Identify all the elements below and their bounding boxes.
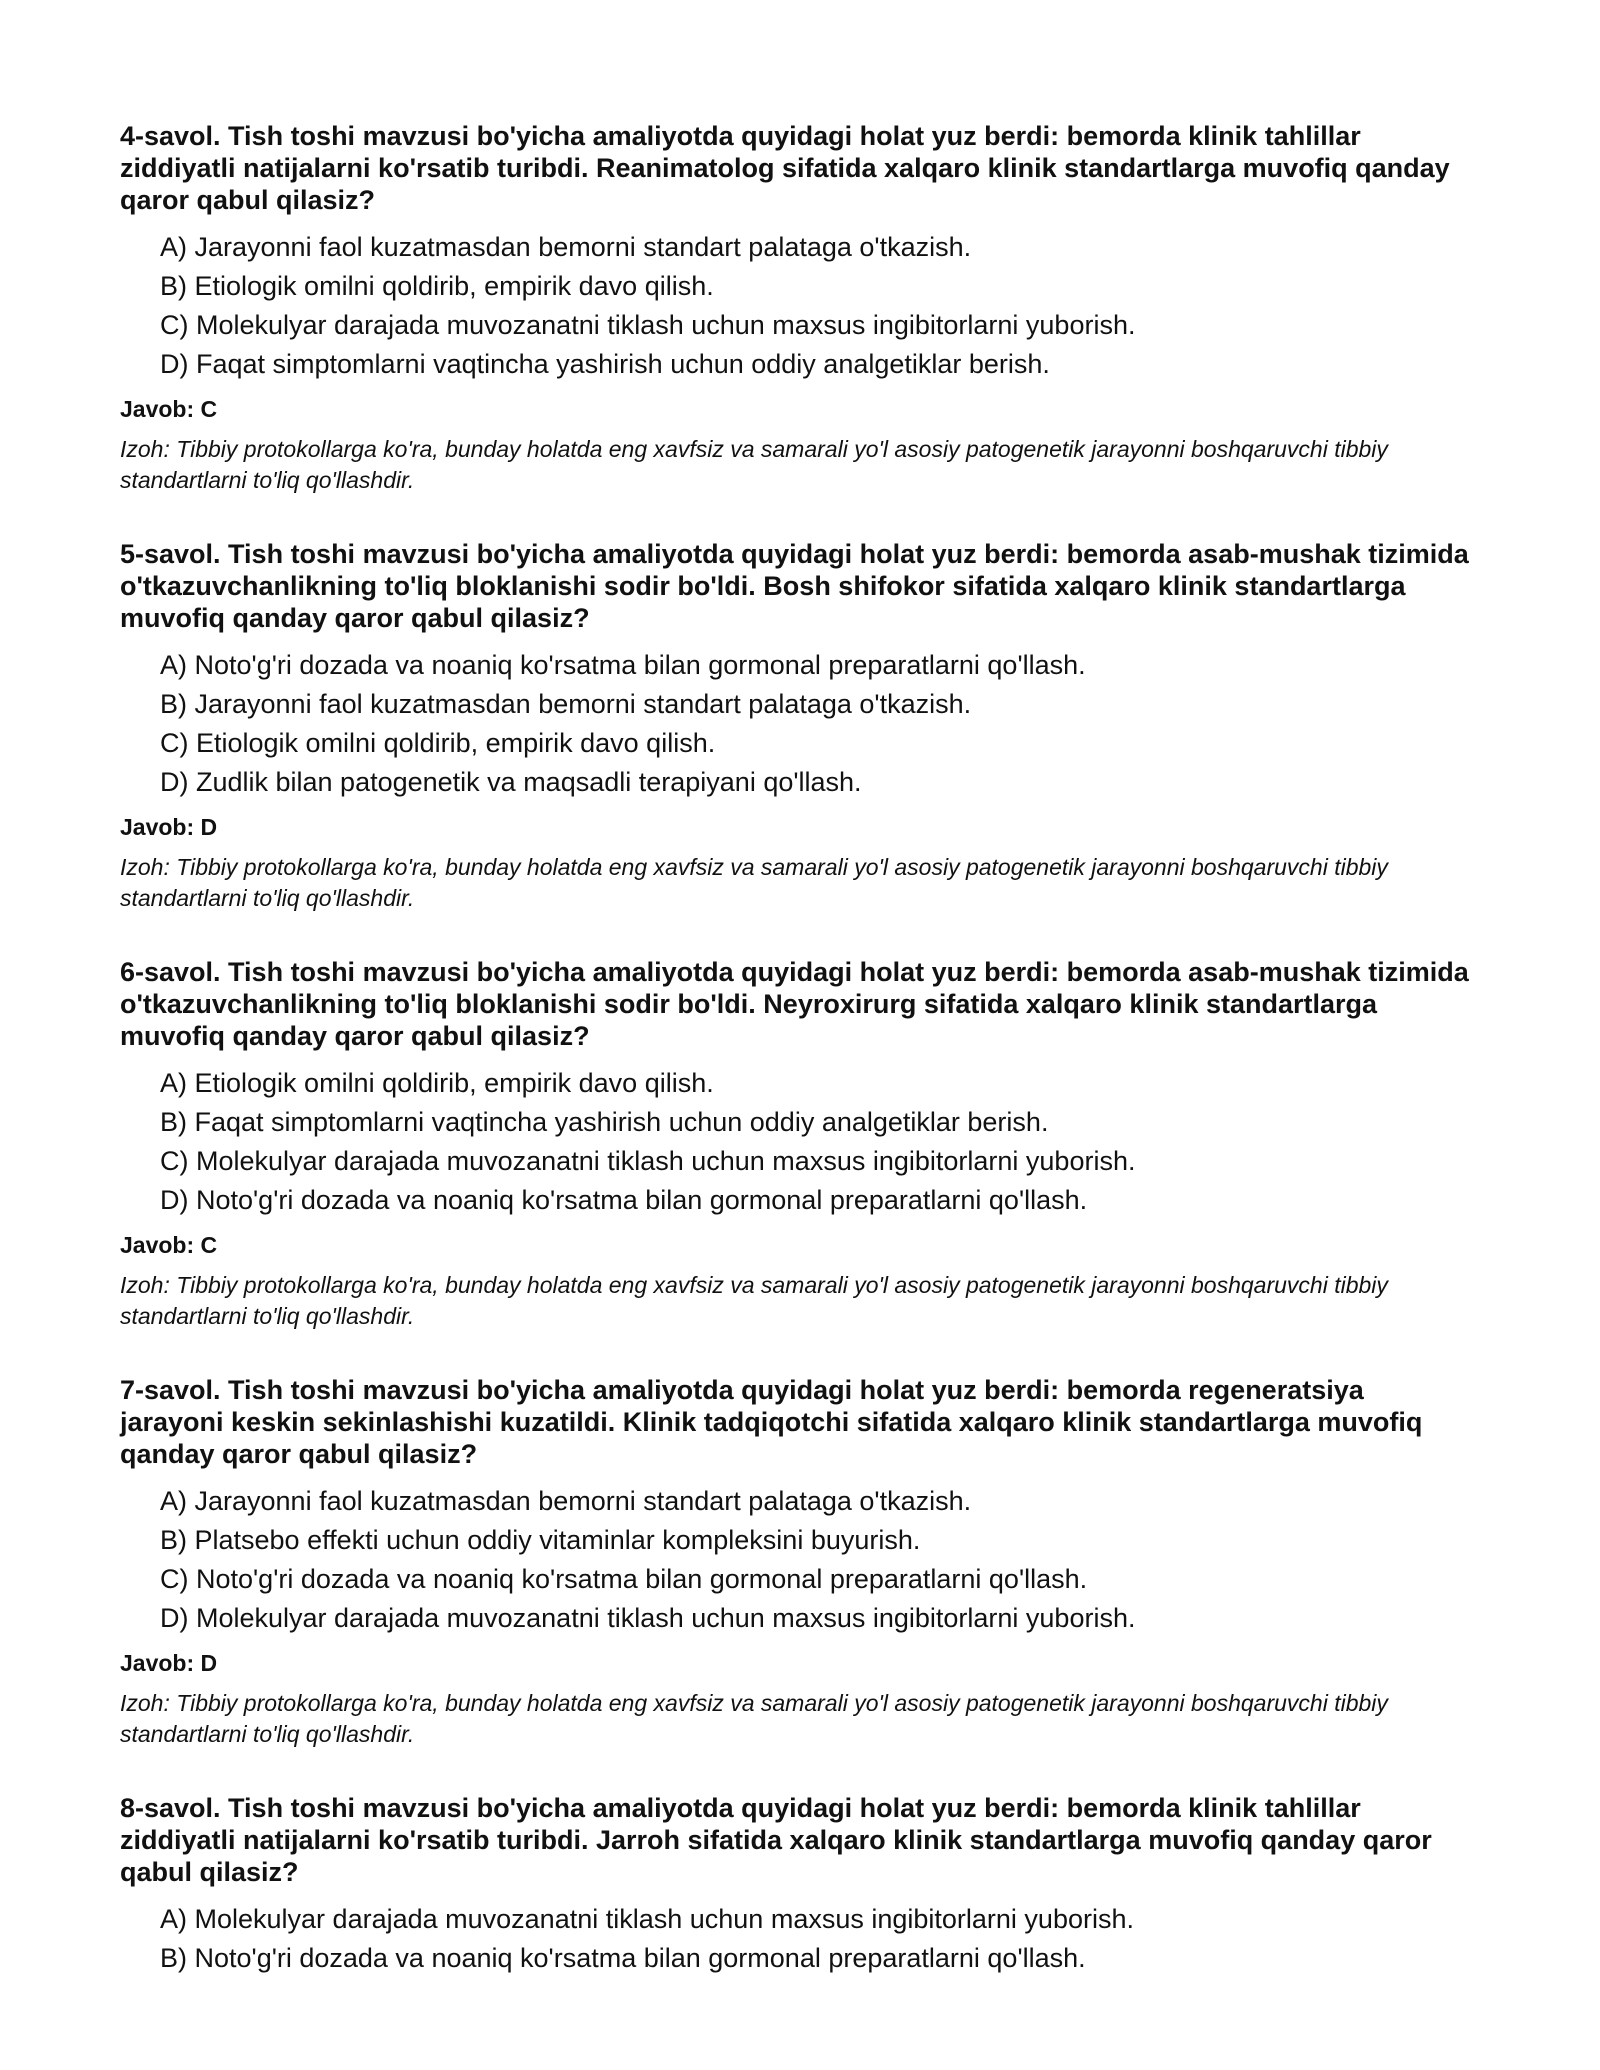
explanation: Izoh: Tibbiy protokollarga ko'ra, bunday holatda eng xavfsiz va samarali yo'l asosiy patogenetik jarayonni boshqaruvchi tibbiy standartlarni to'liq qo'llashdir. (120, 854, 1388, 911)
option-b: B) Platsebo effekti uchun oddiy vitaminlar kompleksini buyurish. (160, 1525, 921, 1555)
options-list (120, 646, 1470, 802)
question-title: 7-savol. Tish toshi mavzusi bo'yicha amaliyotda quyidagi holat yuz berdi: bemorda regeneratsiya jarayoni keskin sekinlashishi kuzatildi. Klinik tadqiqotchi sifatida xalqaro klinik standartlarga muvofiq qanday qaror qabul qilasiz? (120, 1375, 1423, 1469)
option-b: B) Etiologik omilni qoldirib, empirik davo qilish. (160, 271, 714, 301)
option-d: D) Molekulyar darajada muvozanatni tiklash uchun maxsus ingibitorlarni yuborish. (160, 1603, 1136, 1633)
question-7 (120, 1374, 1470, 1750)
explanation: Izoh: Tibbiy protokollarga ko'ra, bunday holatda eng xavfsiz va samarali yo'l asosiy patogenetik jarayonni boshqaruvchi tibbiy standartlarni to'liq qo'llashdir. (120, 1272, 1388, 1329)
explanation: Izoh: Tibbiy protokollarga ko'ra, bunday holatda eng xavfsiz va samarali yo'l asosiy patogenetik jarayonni boshqaruvchi tibbiy standartlarni to'liq qo'llashdir. (120, 1690, 1388, 1747)
option-a: A) Molekulyar darajada muvozanatni tiklash uchun maxsus ingibitorlarni yuborish. (160, 1904, 1134, 1934)
question-title: 6-savol. Tish toshi mavzusi bo'yicha amaliyotda quyidagi holat yuz berdi: bemorda asab-mushak tizimida o'tkazuvchanlikning to'liq bloklanishi sodir bo'ldi. Neyroxirurg sifatida xalqaro klinik standartlarga muvofiq qanday qaror qabul qilasiz? (120, 957, 1469, 1051)
option-b: B) Faqat simptomlarni vaqtincha yashirish uchun oddiy analgetiklar berish. (160, 1107, 1049, 1137)
question-title: 8-savol. Tish toshi mavzusi bo'yicha amaliyotda quyidagi holat yuz berdi: bemorda klinik tahlillar ziddiyatli natijalarni ko'rsatib turibdi. Jarroh sifatida xalqaro klinik standartlarga muvofiq qanday qaror qabul qilasiz? (120, 1793, 1432, 1887)
option-a: A) Etiologik omilni qoldirib, empirik davo qilish. (160, 1068, 714, 1098)
option-d: D) Faqat simptomlarni vaqtincha yashirish uchun oddiy analgetiklar berish. (160, 349, 1050, 379)
explanation: Izoh: Tibbiy protokollarga ko'ra, bunday holatda eng xavfsiz va samarali yo'l asosiy patogenetik jarayonni boshqaruvchi tibbiy standartlarni to'liq qo'llashdir. (120, 436, 1388, 493)
document-page (120, 120, 1470, 2020)
question-8 (120, 1792, 1470, 1978)
option-a: A) Jarayonni faol kuzatmasdan bemorni standart palataga o'tkazish. (160, 232, 972, 262)
option-a: A) Noto'g'ri dozada va noaniq ko'rsatma bilan gormonal preparatlarni qo'llash. (160, 650, 1086, 680)
option-b: B) Noto'g'ri dozada va noaniq ko'rsatma bilan gormonal preparatlarni qo'llash. (160, 1943, 1086, 1973)
option-c: C) Noto'g'ri dozada va noaniq ko'rsatma bilan gormonal preparatlarni qo'llash. (160, 1564, 1088, 1594)
answer: Javob: D (120, 814, 218, 840)
option-b: B) Jarayonni faol kuzatmasdan bemorni standart palataga o'tkazish. (160, 689, 972, 719)
option-c: C) Molekulyar darajada muvozanatni tiklash uchun maxsus ingibitorlarni yuborish. (160, 310, 1136, 340)
question-title: 4-savol. Tish toshi mavzusi bo'yicha amaliyotda quyidagi holat yuz berdi: bemorda klinik tahlillar ziddiyatli natijalarni ko'rsatib turibdi. Reanimatolog sifatida xalqaro klinik standartlarga muvofiq qanday qaror qabul qilasiz? (120, 121, 1450, 215)
option-d: D) Noto'g'ri dozada va noaniq ko'rsatma bilan gormonal preparatlarni qo'llash. (160, 1185, 1088, 1215)
option-a: A) Jarayonni faol kuzatmasdan bemorni standart palataga o'tkazish. (160, 1486, 972, 1516)
options-list (120, 1900, 1470, 1978)
options-list (120, 1482, 1470, 1638)
question-title: 5-savol. Tish toshi mavzusi bo'yicha amaliyotda quyidagi holat yuz berdi: bemorda asab-mushak tizimida o'tkazuvchanlikning to'liq bloklanishi sodir bo'ldi. Bosh shifokor sifatida xalqaro klinik standartlarga muvofiq qanday qaror qabul qilasiz? (120, 539, 1469, 633)
option-d: D) Zudlik bilan patogenetik va maqsadli terapiyani qo'llash. (160, 767, 862, 797)
answer: Javob: C (120, 1232, 218, 1258)
question-6 (120, 956, 1470, 1332)
answer: Javob: C (120, 396, 218, 422)
option-c: C) Molekulyar darajada muvozanatni tiklash uchun maxsus ingibitorlarni yuborish. (160, 1146, 1136, 1176)
option-c: C) Etiologik omilni qoldirib, empirik davo qilish. (160, 728, 716, 758)
question-5 (120, 538, 1470, 914)
answer: Javob: D (120, 1650, 218, 1676)
options-list (120, 228, 1470, 384)
options-list (120, 1064, 1470, 1220)
question-4 (120, 120, 1470, 496)
